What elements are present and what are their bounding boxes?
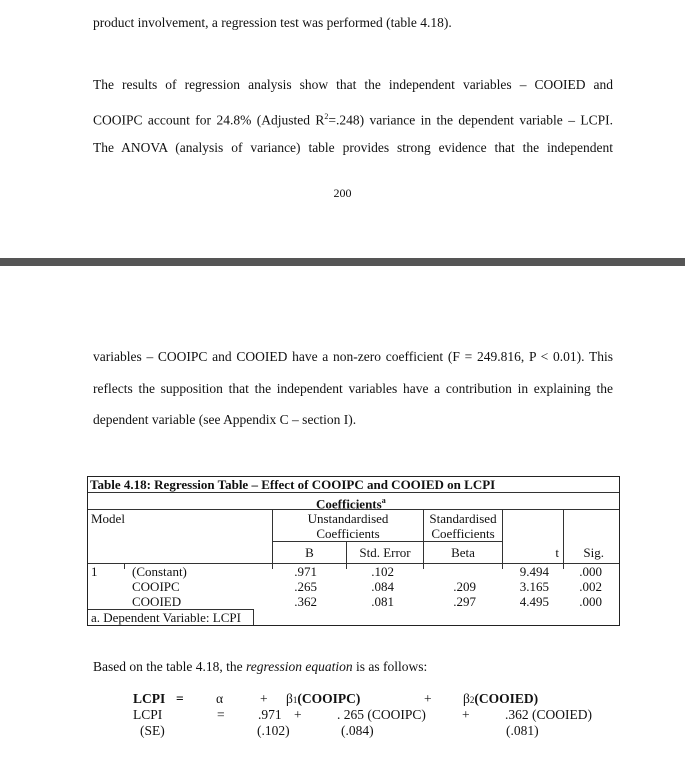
paragraph-line: The ANOVA (analysis of variance) table provides strong evidence that the independent [93,140,613,155]
eq-se-coef1: (.084) [341,723,374,738]
cell-sig: .000 [579,594,602,609]
cell-se: .084 [371,579,394,594]
eq-lcpi: LCPI [133,707,163,722]
eq-constant: .971 [258,707,282,722]
cell-t: 4.495 [519,594,549,609]
beta-variable: (COOIPC) [297,691,361,706]
eq-plus: + [424,691,432,706]
header-unstandardised: Coefficients [316,526,380,541]
paragraph-line: reflects the supposition that the independent variables have a contribution in explaining the [93,381,613,396]
header-t: t [555,545,559,560]
row-name: COOIPC [132,579,180,594]
table-rule [502,509,503,569]
table-title-text: Coefficients [316,496,382,512]
cell-sig: .000 [579,564,602,579]
header-sig: Sig. [583,545,604,560]
header-beta: Beta [451,545,475,560]
row-name: (Constant) [132,564,187,579]
text-run: Based on the table 4.18, the [93,659,246,674]
header-unstandardised: Unstandardised [307,511,389,526]
cell-t: 3.165 [519,579,549,594]
text-run: COOIPC account for 24.8% (Adjusted R [93,112,325,128]
cell-beta: .297 [453,594,476,609]
beta-symbol: β [286,691,293,706]
cell-b: .971 [294,564,317,579]
eq-coef1: . 265 (COOIPC) [337,707,426,722]
header-b: B [305,545,314,560]
cell-sig: .002 [579,579,602,594]
eq-alpha: α [216,691,224,706]
cell-beta: .209 [453,579,476,594]
eq-se-coef2: (.081) [506,723,539,738]
eq-equals: = [176,691,184,706]
beta-subscript: 1 [292,695,298,705]
row-name: COOIED [132,594,182,609]
table-caption: Table 4.18: Regression Table – Effect of COOIPC and COOIED on LCPI [90,477,496,492]
paragraph-line [93,109,613,129]
cell-b: .362 [294,594,317,609]
eq-se-label: (SE) [140,723,165,738]
page-divider [0,258,685,266]
eq-lcpi: LCPI [133,691,166,706]
regression-table [87,476,620,626]
eq-se-constant: (.102) [257,723,290,738]
header-standardised: Standardised [429,511,497,526]
superscript: 2 [324,112,329,121]
paragraph-line: dependent variable (see Appendix C – section I). [93,412,357,427]
text-run: =.248) variance in the dependent variable – LCPI. [328,112,613,128]
eq-plus: + [260,691,268,706]
eq-beta1 [286,691,360,708]
model-number: 1 [91,564,98,579]
paragraph-line: product involvement, a regression test was performed (table 4.18). [93,15,452,30]
table-rule [563,509,564,569]
eq-coef2: .362 (COOIED) [505,707,592,722]
eq-plus: + [462,707,470,722]
eq-plus: + [294,707,302,722]
cell-t: 9.494 [519,564,549,579]
table-rule [253,609,254,625]
beta-symbol: β [463,691,470,706]
beta-variable: (COOIED) [474,691,539,706]
header-model: Model [91,511,125,526]
paragraph-line [93,659,613,675]
emphasis: regression equation [245,659,353,674]
eq-equals: = [217,707,225,722]
paragraph-line: variables – COOIPC and COOIED have a non-zero coefficient (F = 249.816, P < 0.01). This [93,349,613,364]
header-standardised: Coefficients [431,526,495,541]
table-rule [272,541,503,542]
page-number: 200 [333,186,352,200]
cell-se: .102 [371,564,394,579]
table-title-sup: a [381,496,386,505]
table-rule [124,563,125,569]
paragraph-line: The results of regression analysis show that the independent variables – COOIED and [93,77,613,92]
cell-b: .265 [294,579,317,594]
cell-se: .081 [371,594,394,609]
beta-subscript: 2 [469,695,475,705]
text-run: is as follows: [352,659,428,674]
header-std-error: Std. Error [359,545,411,560]
table-rule [88,509,619,510]
table-footnote: a. Dependent Variable: LCPI [91,610,241,625]
eq-beta2 [463,691,538,708]
